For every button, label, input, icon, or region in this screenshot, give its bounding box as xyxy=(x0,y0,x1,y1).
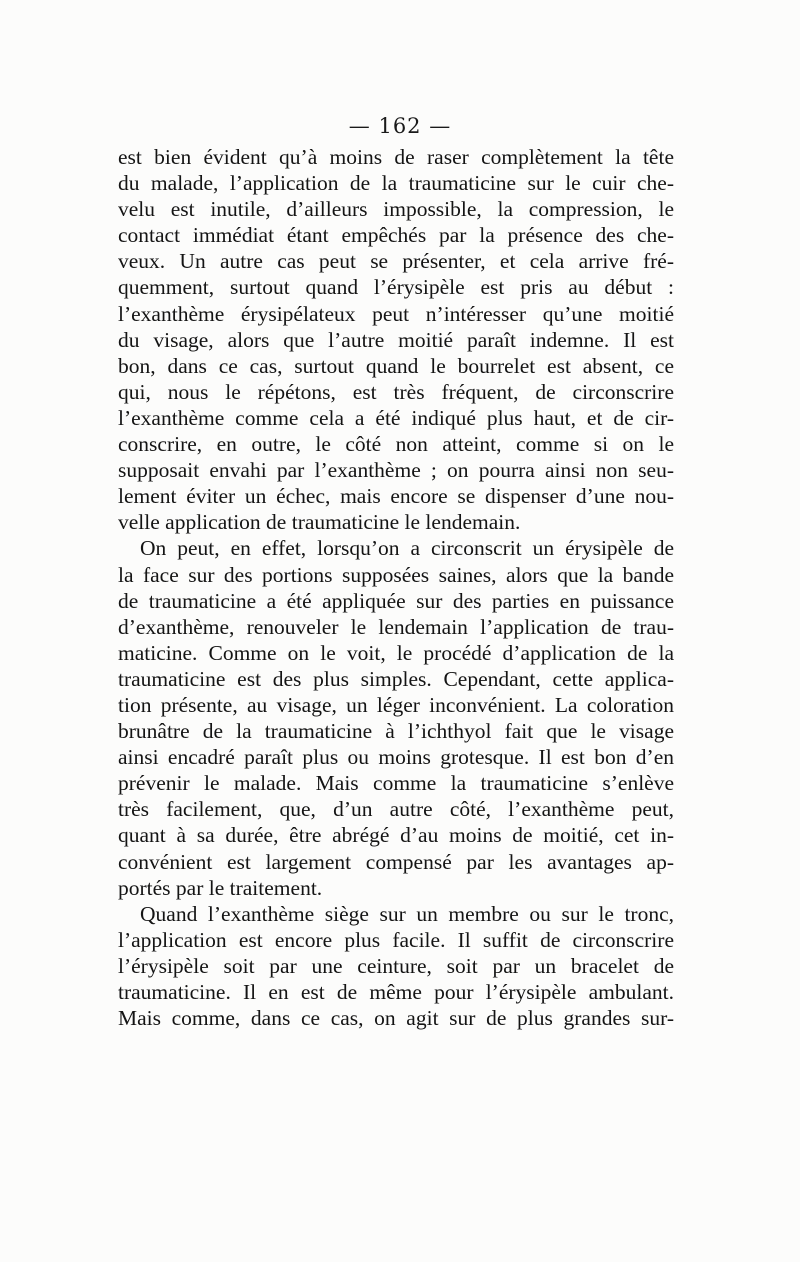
text-line: ainsi encadré paraît plus ou moins grotesque. Il est bon d’en xyxy=(118,745,674,770)
text-line: prévenir le malade. Mais comme la traumaticine s’enlève xyxy=(118,771,674,796)
text-line: quemment, surtout quand l’érysipèle est pris au début : xyxy=(118,275,674,300)
text-line: d’exanthème, renouveler le lendemain l’application de trau- xyxy=(118,614,674,639)
text-line: très facilement, que, d’un autre côté, l’exanthème peut, xyxy=(118,797,674,822)
text-line: l’érysipèle soit par une ceinture, soit par un bracelet de xyxy=(118,953,674,978)
text-line: l’exanthème comme cela a été indiqué plus haut, et de cir- xyxy=(118,405,674,430)
body-text xyxy=(118,144,674,1031)
text-line: l’application est encore plus facile. Il suffit de circonscrire xyxy=(118,927,674,952)
text-line: portés par le traitement. xyxy=(118,875,323,900)
text-line: maticine. Comme on le voit, le procédé d’application de la xyxy=(118,640,674,665)
text-line: veux. Un autre cas peut se présenter, et cela arrive fré- xyxy=(118,249,674,274)
text-line: conscrire, en outre, le côté non atteint, comme si on le xyxy=(118,432,674,457)
text-line: l’exanthème érysipélateux peut n’intéresser qu’une moitié xyxy=(118,301,674,326)
text-line: bon, dans ce cas, surtout quand le bourrelet est absent, ce xyxy=(118,353,674,378)
text-line: du malade, l’application de la traumaticine sur le cuir che- xyxy=(118,171,674,196)
text-line: est bien évident qu’à moins de raser complètement la tête xyxy=(118,145,674,169)
text-line: convénient est largement compensé par les avantages ap- xyxy=(118,849,674,874)
text-line: contact immédiat étant empêchés par la présence des che- xyxy=(118,223,674,248)
text-line: du visage, alors que l’autre moitié paraît indemne. Il est xyxy=(118,327,674,352)
text-line: brunâtre de la traumaticine à l’ichthyol fait que le visage xyxy=(118,719,674,744)
text-line: velu est inutile, d’ailleurs impossible, la compression, le xyxy=(118,197,674,222)
text-line: supposait envahi par l’exanthème ; on pourra ainsi non seu- xyxy=(118,458,674,483)
text-line: velle application de traumaticine le lendemain. xyxy=(118,510,521,535)
text-line: Mais comme, dans ce cas, on agit sur de plus grandes sur- xyxy=(118,1006,674,1031)
text-line: tion présente, au visage, un léger inconvénient. La coloration xyxy=(118,692,674,717)
text-line: la face sur des portions supposées saines, alors que la bande xyxy=(118,562,674,587)
text-line: qui, nous le répétons, est très fréquent, de circonscrire xyxy=(118,379,674,404)
text-line: de traumaticine a été appliquée sur des parties en puissance xyxy=(118,588,674,613)
page-number: — 162 — xyxy=(348,114,452,138)
text-line: traumaticine est des plus simples. Cependant, cette applica- xyxy=(118,666,674,691)
text-line: lement éviter un échec, mais encore se dispenser d’une nou- xyxy=(118,484,674,509)
text-line: quant à sa durée, être abrégé d’au moins de moitié, cet in- xyxy=(118,823,674,848)
text-line: On peut, en effet, lorsqu’on a circonscrit un érysipèle de xyxy=(140,536,674,561)
text-line: Quand l’exanthème siège sur un membre ou sur le tronc, xyxy=(140,901,674,926)
text-line: traumaticine. Il en est de même pour l’érysipèle ambulant. xyxy=(118,980,674,1004)
